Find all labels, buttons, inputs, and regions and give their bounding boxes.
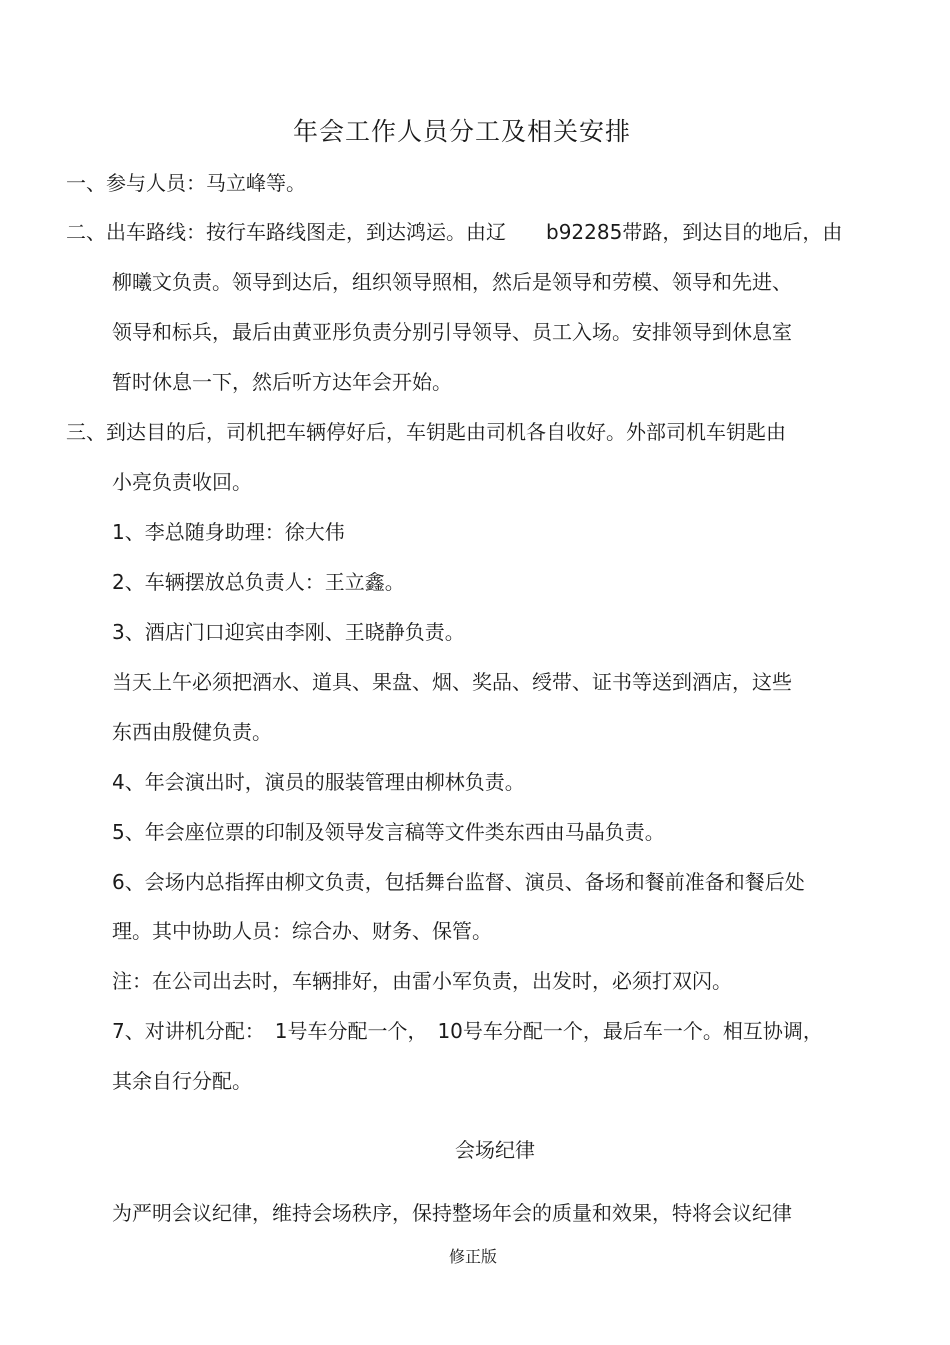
section-2-line: 暂时休息一下，然后听方达年会开始。 (112, 370, 452, 394)
page-footer: 修正版 (448, 1247, 497, 1266)
paragraph-line: 东西由殷健负责。 (112, 720, 272, 744)
list-item: 3、酒店门口迎宾由李刚、王晓静负责。 (112, 620, 465, 644)
section-2-line: 领导和标兵，最后由黄亚彤负责分别引导领导、员工入场。安排领导到休息室 (112, 320, 792, 344)
list-item: 6、会场内总指挥由柳文负责，包括舞台监督、演员、备场和餐前准备和餐后处 (112, 870, 805, 894)
list-item: 7、对讲机分配： 1号车分配一个， 10号车分配一个，最后车一个。相互协调， (112, 1019, 823, 1043)
list-item: 5、年会座位票的印制及领导发言稿等文件类东西由马晶负责。 (112, 820, 665, 844)
list-item: 其余自行分配。 (112, 1069, 252, 1093)
paragraph-line: 当天上午必须把酒水、道具、果盘、烟、奖品、绶带、证书等送到酒店，这些 (112, 670, 792, 694)
section-1-line: 一、参与人员：马立峰等。 (66, 171, 306, 195)
document-title: 年会工作人员分工及相关安排 (292, 117, 631, 146)
section-3-line: 三、到达目的后，司机把车辆停好后，车钥匙由司机各自收好。外部司机车钥匙由 (66, 420, 786, 444)
section-3-line: 小亮负责收回。 (112, 470, 252, 494)
list-item: 4、年会演出时，演员的服装管理由柳林负责。 (112, 770, 525, 794)
note-line: 注：在公司出去时，车辆排好，由雷小军负责，出发时，必须打双闪。 (112, 969, 732, 993)
section-2-line: 柳曦文负责。领导到达后，组织领导照相，然后是领导和劳模、领导和先进、 (112, 270, 792, 294)
section-2-line: 二、出车路线：按行车路线图走，到达鸿运。由辽 b92285带路，到达目的地后，由 (66, 220, 843, 244)
list-item: 理。其中协助人员：综合办、财务、保管。 (112, 919, 492, 943)
list-item: 1、李总随身助理：徐大伟 (112, 520, 345, 544)
paragraph-line: 为严明会议纪律，维持会场秩序，保持整场年会的质量和效果，特将会议纪律 (112, 1201, 792, 1225)
section-heading: 会场纪律 (455, 1138, 535, 1162)
list-item: 2、车辆摆放总负责人：王立鑫。 (112, 570, 405, 594)
